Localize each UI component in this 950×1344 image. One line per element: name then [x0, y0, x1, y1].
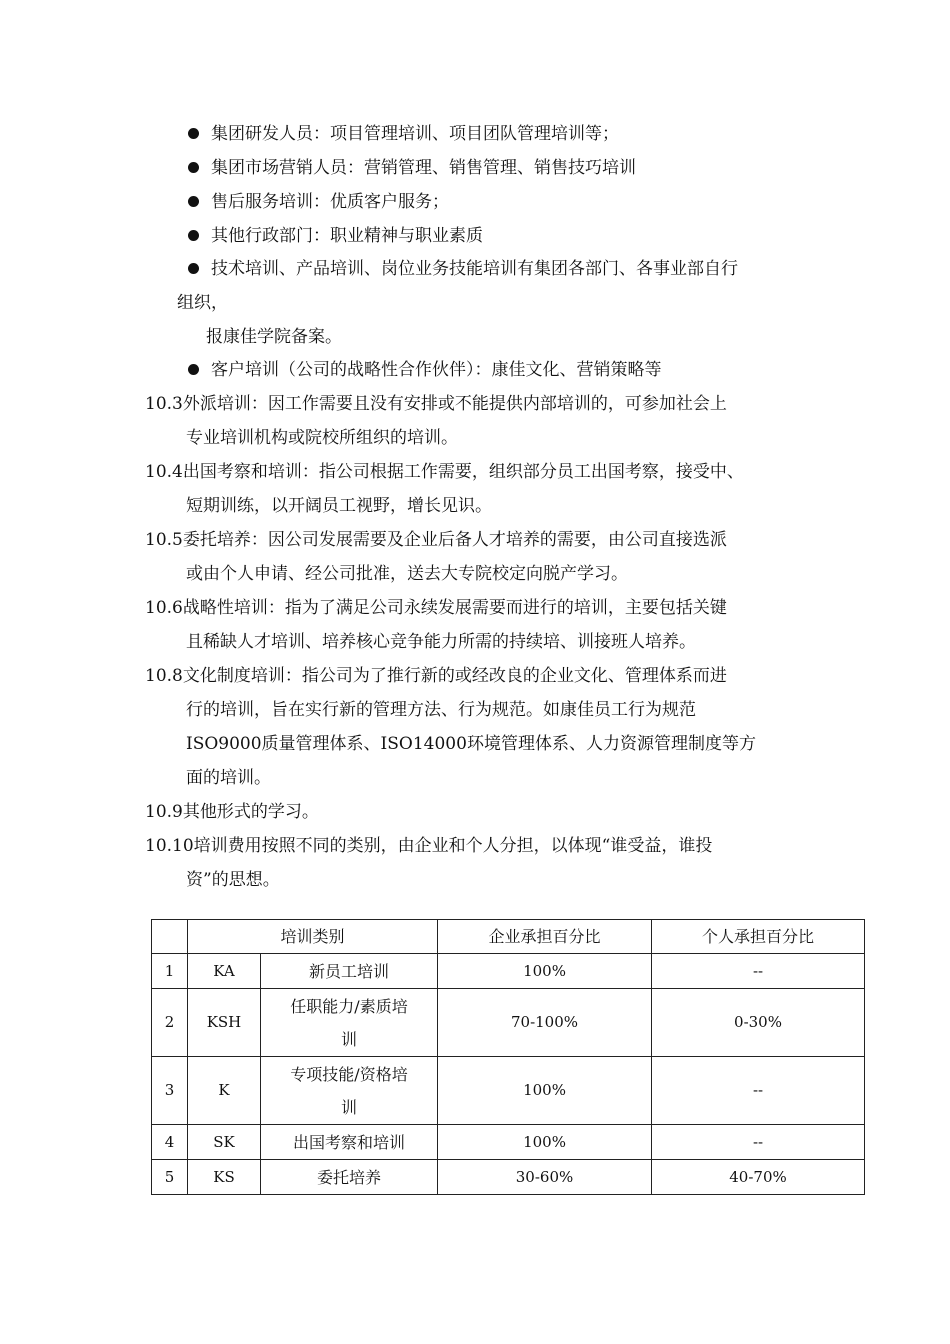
- bullet-dot-icon: [188, 263, 199, 274]
- row-category-text-wrap: 训: [341, 1097, 358, 1117]
- row-company-pct: 100%: [438, 954, 652, 989]
- table-header-personal: 个人承担百分比: [652, 920, 865, 954]
- row-category-text: 委托培养: [317, 1167, 382, 1187]
- section-line: 10.4出国考察和培训：指公司根据工作需要，组织部分员工出国考察，接受中、: [145, 462, 744, 482]
- row-category-text: 新员工培训: [309, 961, 390, 981]
- table-row: [152, 1160, 865, 1195]
- section-line: 10.9其他形式的学习。: [145, 802, 319, 822]
- bullet-text-continued: 报康佳学院备案。: [206, 327, 342, 347]
- table-row: [152, 1057, 865, 1125]
- section-line: 专业培训机构或院校所组织的培训。: [186, 428, 458, 448]
- section-line: 10.6战略性培训：指为了满足公司永续发展需要而进行的培训，主要包括关键: [145, 598, 727, 618]
- section-line: 且稀缺人才培训、培养核心竞争能力所需的持续培、训接班人培养。: [186, 632, 696, 652]
- bullet-text: 售后服务培训：优质客户服务；: [211, 192, 449, 212]
- table-header-row: [152, 920, 865, 954]
- row-category: [261, 1057, 438, 1125]
- section-line: 10.5委托培养：因公司发展需要及企业后备人才培养的需要，由公司直接选派: [145, 530, 727, 550]
- row-personal-pct: --: [652, 954, 865, 989]
- bullet-text: 其他行政部门：职业精神与职业素质: [211, 226, 483, 246]
- row-personal-pct: 0-30%: [652, 989, 865, 1057]
- row-code: KS: [188, 1160, 261, 1195]
- section-line: 10.8文化制度培训：指公司为了推行新的或经改良的企业文化、管理体系而进: [145, 666, 727, 686]
- bullet-dot-icon: [188, 128, 199, 139]
- bullet-dot-icon: [188, 162, 199, 173]
- row-category-text: 任职能力/素质培: [290, 996, 408, 1016]
- table-header-blank: [152, 920, 188, 954]
- row-code: KA: [188, 954, 261, 989]
- row-number: 5: [152, 1160, 188, 1195]
- row-company-pct: 100%: [438, 1125, 652, 1160]
- row-personal-pct: 40-70%: [652, 1160, 865, 1195]
- section-line: 资”的思想。: [186, 870, 280, 890]
- bullet-text-continued: 组织，: [177, 293, 228, 313]
- row-category-text: 出国考察和培训: [293, 1132, 406, 1152]
- row-code: SK: [188, 1125, 261, 1160]
- row-code: KSH: [188, 989, 261, 1057]
- row-category: [261, 1160, 438, 1195]
- table-header-category: 培训类别: [188, 920, 438, 954]
- row-personal-pct: --: [652, 1057, 865, 1125]
- row-category-text: 专项技能/资格培: [290, 1064, 408, 1084]
- row-number: 3: [152, 1057, 188, 1125]
- table-header-company: 企业承担百分比: [438, 920, 652, 954]
- row-personal-pct: --: [652, 1125, 865, 1160]
- bullet-dot-icon: [188, 230, 199, 241]
- section-line: 10.10培训费用按照不同的类别，由企业和个人分担，以体现“谁受益，谁投: [145, 836, 713, 856]
- row-number: 4: [152, 1125, 188, 1160]
- bullet-text: 集团研发人员：项目管理培训、项目团队管理培训等；: [211, 124, 619, 144]
- section-line: 10.3外派培训：因工作需要且没有安排或不能提供内部培训的，可参加社会上: [145, 394, 727, 414]
- row-category: [261, 1125, 438, 1160]
- section-line: 面的培训。: [186, 768, 271, 788]
- row-number: 1: [152, 954, 188, 989]
- bullet-dot-icon: [188, 364, 199, 375]
- row-category-text-wrap: 训: [341, 1029, 358, 1049]
- fee-sharing-table: [151, 919, 865, 1195]
- table-row: [152, 1125, 865, 1160]
- row-category: [261, 954, 438, 989]
- bullet-text: 技术培训、产品培训、岗位业务技能培训有集团各部门、各事业部自行: [211, 259, 738, 279]
- row-company-pct: 30-60%: [438, 1160, 652, 1195]
- section-line: 或由个人申请、经公司批准，送去大专院校定向脱产学习。: [186, 564, 628, 584]
- row-number: 2: [152, 989, 188, 1057]
- row-company-pct: 70-100%: [438, 989, 652, 1057]
- row-category: [261, 989, 438, 1057]
- bullet-text: 集团市场营销人员：营销管理、销售管理、销售技巧培训: [211, 158, 636, 178]
- table-row: [152, 989, 865, 1057]
- bullet-text: 客户培训（公司的战略性合作伙伴）：康佳文化、营销策略等: [211, 360, 662, 380]
- section-line: 短期训练，以开阔员工视野，增长见识。: [186, 496, 492, 516]
- section-line: ISO9000质量管理体系、ISO14000环境管理体系、人力资源管理制度等方: [186, 734, 756, 754]
- row-code: K: [188, 1057, 261, 1125]
- section-line: 行的培训，旨在实行新的管理方法、行为规范。如康佳员工行为规范: [186, 700, 696, 720]
- row-company-pct: 100%: [438, 1057, 652, 1125]
- table-row: [152, 954, 865, 989]
- bullet-dot-icon: [188, 196, 199, 207]
